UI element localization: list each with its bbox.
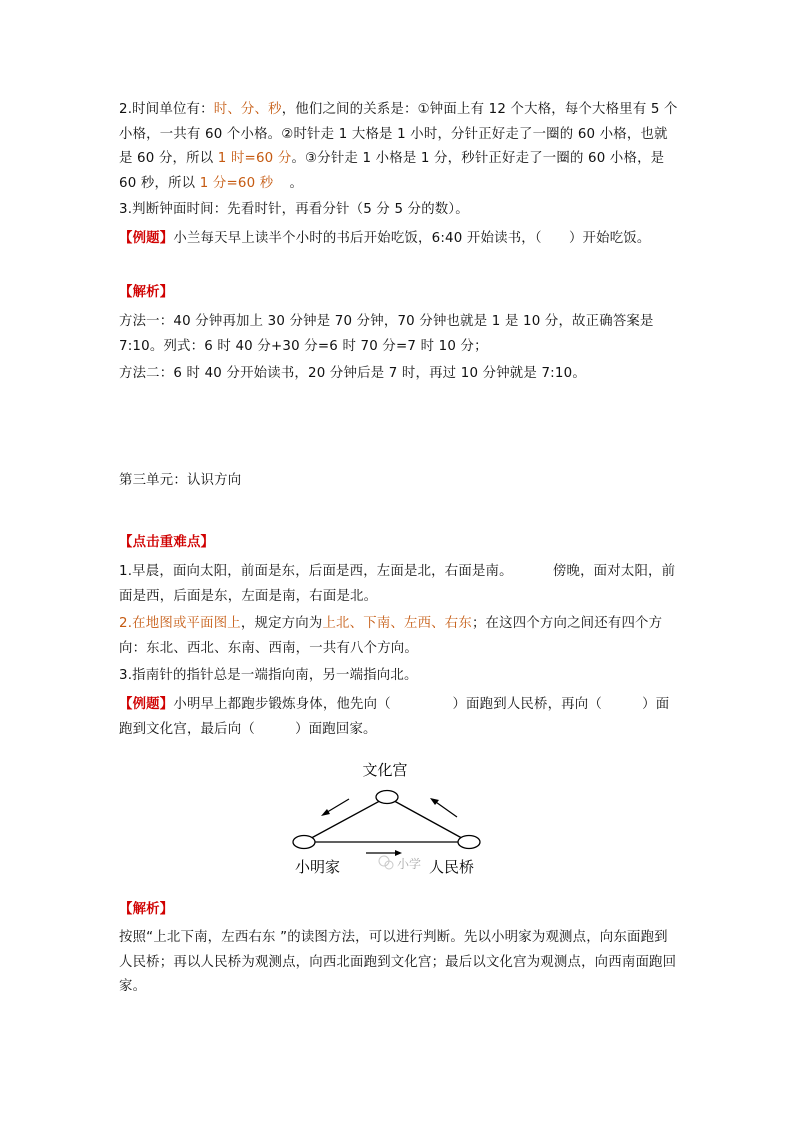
direction-p2: 2.在地图或平面图上，规定方向为上北、下南、左西、右东；在这四个方向之间还有四个方向：东北、西北、东南、西南，一共有八个方向。: [119, 616, 663, 656]
arrow-northwest-icon: [430, 798, 457, 817]
time-units-paragraph: 2.时间单位有：时、分、秒，他们之间的关系是：①钟面上有 12 个大格，每个大格里有 5 个小格，一共有 60 个小格。②时针走 1 大格是 1 小时，分针正好走了一圈的 60 小格，也就是 60 分，所以 1 时=60 分。③分针走 1 小格是 1 分，秒针正好走了一圈的 60 小格，是 60 秒，所以 1 分=60 秒 。: [119, 102, 678, 191]
arrow-southwest-icon: [321, 799, 349, 816]
analysis-method2: 方法二：6 时 40 分开始读书，20 分钟后是 7 时，再过 10 分钟就是 7:10。: [119, 366, 586, 381]
analysis-method1: 方法一：40 分钟再加上 30 分钟是 70 分钟，70 分钟也就是 1 是 10 分，故正确答案是 7:10。列式：6 时 40 分+30 分=6 时 70 分=7 时 10 分；: [119, 314, 654, 354]
node-xiaoming-home: [293, 836, 315, 849]
example-direction-paragraph: 【例题】小明早上都跑步锻炼身体，他先向（ ）面跑到人民桥，再向（ ）面跑到文化宫，最后向（ ）面跑回家。: [119, 697, 670, 737]
read-clock-paragraph: 3.判断钟面时间：先看时针，再看分针（5 分 5 分的数）。: [119, 202, 469, 217]
watermark-icon: [379, 856, 393, 869]
key-points-tag: 【点击重难点】: [119, 535, 215, 550]
node-renmin-bridge: [458, 836, 480, 849]
example-tag: 【例题】: [119, 231, 174, 246]
unit3-title: 第三单元：认识方向: [119, 473, 242, 488]
direction-diagram: [0, 755, 794, 895]
highlight-minute-equals: 1 分=60 秒: [199, 175, 274, 191]
label-renmin-bridge: 人民桥: [429, 858, 475, 876]
example-time-paragraph: 【例题】小兰每天早上读半个小时的书后开始吃饭，6:40 开始读书，（ ）开始吃饭。: [119, 231, 651, 246]
direction-p1: 1.早晨，面向太阳，前面是东，后面是西，左面是北，右面是南。 傍晚，面对太阳，前面是西，后面是东，左面是南，右面是北。: [119, 564, 676, 604]
analysis-tag-direction: 【解析】: [119, 902, 174, 917]
watermark-text: 小学: [397, 857, 422, 871]
highlight-directions: 上北、下南、左西、右东: [322, 616, 472, 631]
arrow-east-icon: [366, 850, 402, 856]
node-culture-palace: [376, 791, 398, 804]
analysis-tag-time: 【解析】: [119, 285, 174, 300]
highlight-hour-equals: 1 时=60 分: [217, 151, 292, 166]
highlight-time-units: 时、分、秒: [213, 102, 282, 117]
direction-p3: 3.指南针的指针总是一端指向南，另一端指向北。: [119, 668, 418, 683]
highlight-map: 2.在地图或平面图上: [119, 616, 241, 631]
analysis-direction-text: 按照“上北下南，左西右东 ”的读图方法，可以进行判断。先以小明家为观测点，向东面跑到人民桥；再以人民桥为观测点，向西北面跑到文化宫；最后以文化宫为观测点，向西南面跑回家。: [119, 930, 677, 994]
label-culture-palace: 文化宫: [362, 761, 408, 779]
label-xiaoming-home: 小明家: [295, 858, 341, 876]
